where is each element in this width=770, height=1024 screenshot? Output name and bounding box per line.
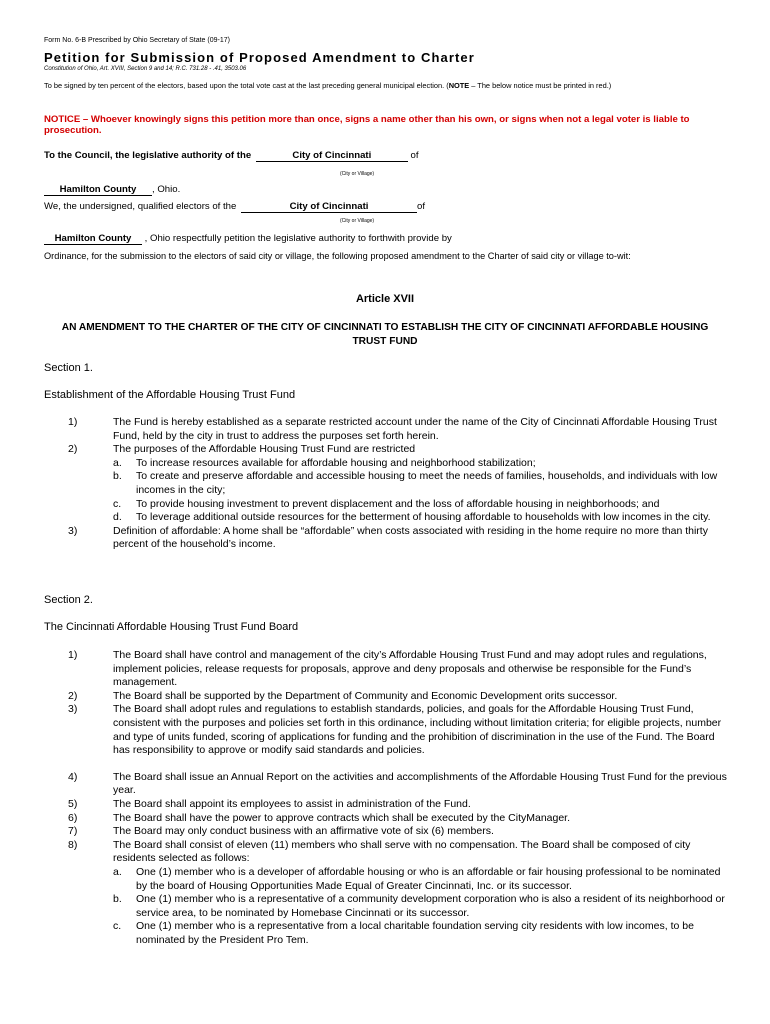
section-2-heading: Section 2.	[44, 594, 93, 606]
list-spacer	[44, 758, 734, 771]
item-number: 6)	[68, 811, 78, 824]
signing-note-tail: – The below notice must be printed in red.)	[469, 81, 612, 90]
item-number: 8)	[68, 838, 78, 851]
city-field-2[interactable]: City of Cincinnati	[241, 201, 417, 213]
form-number: Form No. 6-B Prescribed by Ohio Secretary of State (09-17)	[44, 37, 230, 44]
item-number: 2)	[68, 689, 78, 702]
list-item	[113, 893, 734, 920]
list-item	[44, 839, 734, 948]
item-text: Definition of affordable: A home shall be “affordable” when costs associated with residing in the home require no more than thirty percent of the household’s income.	[113, 524, 708, 551]
ordinance-paragraph: Ordinance, for the submission to the electors of said city or village, the following proposed amendment to the Charter of said city or village to-wit:	[44, 251, 631, 261]
list-item	[44, 825, 734, 839]
item-text: One (1) member who is a representative from a local charitable foundation serving city residents with low incomes, to be nominated by the President Pro Tem.	[136, 920, 694, 946]
section-2-subheading: The Cincinnati Affordable Housing Trust Fund Board	[44, 621, 299, 633]
item-text: The Board may only conduct business with an affirmative vote of six (6) members.	[113, 825, 494, 838]
county-suffix: , Ohio respectfully petition the legislative authority to forthwith provide by	[144, 233, 452, 244]
item-number: 7)	[68, 825, 78, 838]
item-text: To provide housing investment to prevent displacement and the loss of affordable housing in neighborhoods; and	[136, 497, 660, 510]
list-item	[44, 443, 734, 525]
list-item	[113, 498, 734, 512]
members-list	[113, 866, 734, 948]
item-text: The purposes of the Affordable Housing Trust Fund are restricted	[113, 443, 416, 456]
electors-prefix: We, the undersigned, qualified electors of the	[44, 201, 237, 212]
item-number: 1)	[68, 649, 78, 661]
council-line	[44, 150, 419, 162]
item-letter: b.	[113, 893, 122, 906]
electors-line	[44, 201, 425, 213]
item-number: 2)	[68, 443, 78, 456]
item-text: To create and preserve affordable and accessible housing to meet the needs of families, households, and individuals with low incomes in the city;	[136, 470, 718, 496]
signing-note-bold: NOTE	[448, 81, 470, 90]
list-item	[44, 798, 734, 812]
of-label-1: of	[410, 150, 419, 161]
signing-note	[44, 78, 734, 94]
signing-note-text: To be signed by ten percent of the electors, based upon the total vote cast at the last preceding general municipal election. (	[44, 81, 449, 90]
section-1-heading: Section 1.	[44, 362, 93, 374]
item-text: The Fund is hereby established as a separate restricted account under the name of the City of Cincinnati Affordable Housing Trust Fund, held by the city in trust to address the purposes set forth herein.	[113, 416, 717, 442]
county-line-2	[44, 233, 452, 245]
item-text: The Board shall issue an Annual Report on the activities and accomplishments of the Affordable Housing Trust Fund for the previous year.	[113, 770, 727, 797]
article-heading: Article XVII	[355, 293, 415, 305]
item-number: 4)	[68, 770, 78, 783]
list-item	[113, 920, 734, 947]
item-number: 3)	[68, 703, 78, 716]
item-text: The Board shall have the power to approve contracts which shall be executed by the CityManager.	[113, 811, 571, 824]
city-or-village-caption-2: (City or Village)	[340, 218, 375, 224]
section-2-list	[44, 649, 734, 947]
item-letter: d.	[113, 511, 122, 524]
item-number: 1)	[68, 416, 78, 428]
list-item	[44, 525, 734, 552]
item-text: One (1) member who is a representative of a community development corporation who is also a resident of its neighborhood or service area, to be nominated by Homebase Cincinnati or its successor.	[136, 893, 725, 919]
city-field-1[interactable]: City of Cincinnati	[256, 150, 408, 162]
county-field-2[interactable]: Hamilton County	[44, 233, 142, 245]
county-line-1	[44, 184, 180, 196]
item-number: 5)	[68, 797, 78, 810]
list-item	[113, 866, 734, 893]
item-text: The Board shall be supported by the Department of Community and Economic Development orits successor.	[113, 689, 618, 702]
item-text: The Board shall consist of eleven (11) members who shall serve with no compensation. The Board shall be composed of city residents selected as follows:	[113, 838, 691, 865]
item-text: To increase resources available for affordable housing and neighborhood stabilization;	[136, 456, 536, 469]
list-item	[44, 771, 734, 798]
list-item	[44, 416, 734, 443]
item-text: To leverage additional outside resources for the betterment of housing affordable to households with low incomes in the city.	[136, 511, 711, 524]
amendment-title: AN AMENDMENT TO THE CHARTER OF THE CITY OF CINCINNATI TO ESTABLISH THE CITY OF CINCINNATI AFFORDABLE HOUSING TRUST FUND	[61, 322, 709, 347]
list-item	[113, 457, 734, 471]
list-item	[44, 812, 734, 826]
list-item	[113, 470, 734, 497]
item-letter: c.	[113, 497, 122, 510]
item-text: The Board shall have control and management of the city’s Affordable Housing Trust Fund and may adopt rules and regulations, implement policies, release requests for proposals, approve and deny proposals and otherwise be responsible for the Fund’s management.	[113, 649, 707, 689]
section-1-list	[44, 416, 734, 552]
item-letter: c.	[113, 920, 122, 933]
of-label-2: of	[417, 201, 426, 212]
item-text: The Board shall appoint its employees to assist in administration of the Fund.	[113, 797, 471, 810]
item-number: 3)	[68, 524, 78, 537]
item-letter: a.	[113, 865, 122, 878]
page-title: Petition for Submission of Proposed Amendment to Charter	[44, 50, 475, 65]
city-or-village-caption-1: (City or Village)	[340, 171, 375, 177]
ohio-label-1: , Ohio.	[152, 184, 181, 195]
item-letter: a.	[113, 456, 122, 469]
county-field-1[interactable]: Hamilton County	[44, 184, 152, 196]
item-text: The Board shall adopt rules and regulations to establish standards, policies, and goals for the Affordable Housing Trust Fund, consistent with the purposes and policies set forth in this ordinance, including without limitation criteria; for eligible projects, number and type of units funded, scoring of applications for funding and the prohibition of discrimination in the use of the Fund. The Board has responsibility to approve or modify said standards and policies.	[113, 703, 722, 757]
item-letter: b.	[113, 470, 122, 483]
list-item	[44, 703, 734, 757]
purposes-list	[113, 457, 734, 525]
council-prefix: To the Council, the legislative authority of the	[44, 150, 252, 161]
constitution-reference: Constitution of Ohio, Art. XVIII, Section 9 and 14; R.C. 731.28 - .41, 3503.06	[44, 66, 247, 72]
list-item	[113, 511, 734, 525]
list-item	[44, 690, 734, 704]
prosecution-notice: NOTICE – Whoever knowingly signs this petition more than once, signs a name other than his own, or signs when not a legal voter is liable to prosecution.	[44, 114, 690, 136]
list-item	[44, 649, 734, 690]
item-text: One (1) member who is a developer of affordable housing or who is an affordable or fair housing professional to be nominated by the board of Housing Opportunities Made Equal of Greater Cincinnati, Inc. or its successor.	[136, 865, 721, 892]
section-1-subheading: Establishment of the Affordable Housing Trust Fund	[44, 389, 296, 401]
